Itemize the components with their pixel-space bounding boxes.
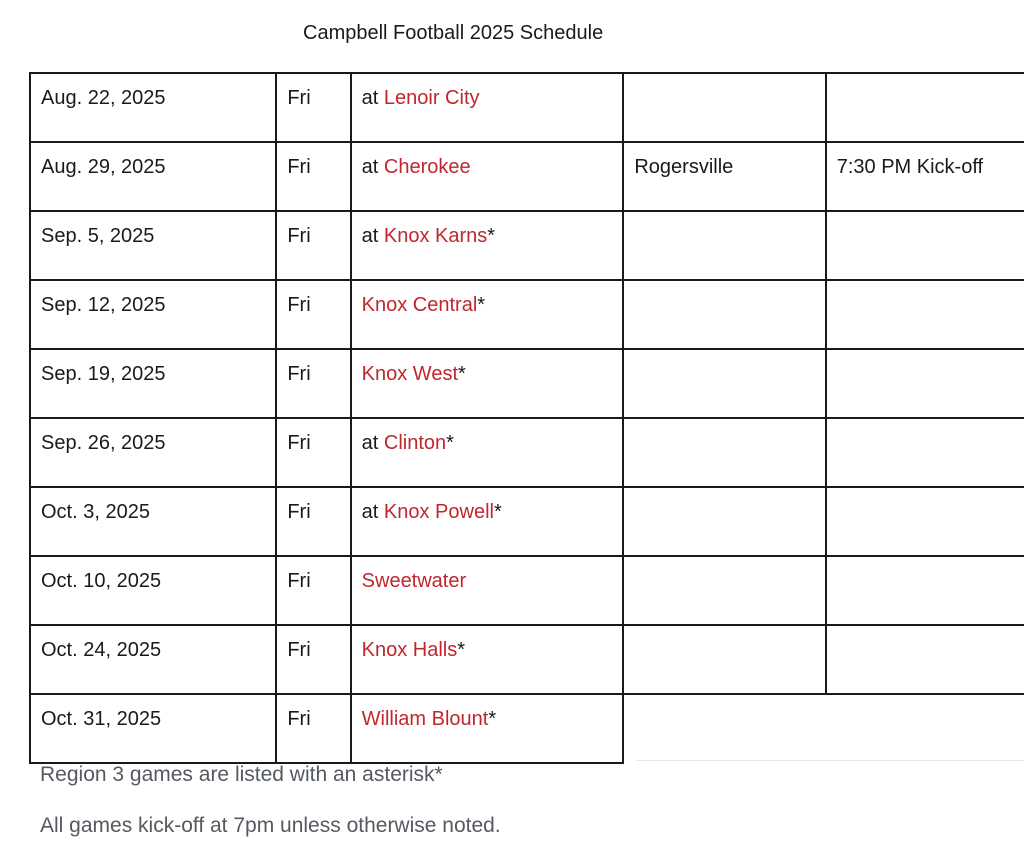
game-location — [623, 418, 825, 487]
game-location — [623, 556, 825, 625]
game-opponent-cell — [351, 556, 624, 625]
opponent-link[interactable]: Knox West — [361, 363, 458, 385]
region-asterisk: * — [446, 432, 454, 454]
region-asterisk: * — [488, 708, 497, 730]
game-day: Fri — [276, 73, 350, 142]
game-day: Fri — [276, 556, 350, 625]
game-date: Aug. 29, 2025 — [30, 142, 276, 211]
schedule-table — [29, 72, 1024, 764]
game-time — [826, 73, 1024, 142]
game-day: Fri — [276, 280, 350, 349]
table-row — [30, 349, 1024, 418]
game-date: Sep. 5, 2025 — [30, 211, 276, 280]
table-row — [30, 487, 1024, 556]
opponent-link[interactable]: Clinton — [383, 432, 447, 454]
opponent-link[interactable]: Sweetwater — [361, 570, 467, 592]
away-prefix: at — [361, 156, 384, 178]
game-location — [623, 349, 825, 418]
game-day: Fri — [276, 211, 350, 280]
game-date: Oct. 10, 2025 — [30, 556, 276, 625]
game-time — [826, 625, 1024, 694]
game-location: Rogersville — [623, 142, 825, 211]
table-row — [30, 694, 1024, 763]
game-opponent-cell — [351, 487, 624, 556]
game-day: Fri — [276, 418, 350, 487]
game-location — [623, 694, 825, 763]
game-time: 7:30 PM Kick-off — [826, 142, 1024, 211]
game-date: Oct. 24, 2025 — [30, 625, 276, 694]
opponent-link[interactable]: William Blount — [361, 708, 489, 730]
table-row — [30, 556, 1024, 625]
game-day: Fri — [276, 349, 350, 418]
divider — [636, 760, 1024, 761]
game-day: Fri — [276, 694, 350, 763]
game-opponent-cell — [351, 349, 624, 418]
table-row — [30, 142, 1024, 211]
table-row — [30, 418, 1024, 487]
table-row — [30, 211, 1024, 280]
page-title: Campbell Football 2025 Schedule — [303, 22, 604, 44]
game-location — [623, 487, 825, 556]
away-prefix: at — [361, 432, 384, 454]
opponent-link[interactable]: Knox Powell — [383, 501, 494, 523]
opponent-link[interactable]: Knox Halls — [361, 639, 458, 661]
game-opponent-cell — [351, 211, 624, 280]
region-asterisk: * — [477, 294, 486, 316]
away-prefix: at — [361, 87, 384, 109]
game-location — [623, 625, 825, 694]
game-day: Fri — [276, 487, 350, 556]
game-day: Fri — [276, 142, 350, 211]
game-date: Sep. 19, 2025 — [30, 349, 276, 418]
game-time — [826, 211, 1024, 280]
opponent-link[interactable]: Knox Central — [361, 294, 478, 316]
table-row — [30, 73, 1024, 142]
game-date: Oct. 31, 2025 — [30, 694, 276, 763]
game-opponent-cell — [351, 73, 624, 142]
region-asterisk: * — [458, 363, 466, 385]
opponent-link[interactable]: Cherokee — [383, 156, 471, 178]
game-time — [826, 280, 1024, 349]
game-time — [826, 487, 1024, 556]
game-time — [826, 418, 1024, 487]
game-date: Oct. 3, 2025 — [30, 487, 276, 556]
game-opponent-cell — [351, 418, 624, 487]
away-prefix: at — [361, 501, 384, 523]
game-location — [623, 211, 825, 280]
game-location — [623, 73, 825, 142]
region-asterisk: * — [457, 639, 466, 661]
game-opponent-cell — [351, 694, 624, 763]
table-row — [30, 625, 1024, 694]
game-location — [623, 280, 825, 349]
schedule-body — [30, 73, 1024, 763]
game-time — [826, 556, 1024, 625]
game-day: Fri — [276, 625, 350, 694]
game-date: Sep. 26, 2025 — [30, 418, 276, 487]
game-time — [826, 349, 1024, 418]
game-date: Aug. 22, 2025 — [30, 73, 276, 142]
region-note: Region 3 games are listed with an asterisk* — [40, 763, 443, 786]
opponent-link[interactable]: Knox Karns — [383, 225, 488, 247]
game-opponent-cell — [351, 625, 624, 694]
game-opponent-cell — [351, 280, 624, 349]
region-asterisk: * — [493, 501, 502, 523]
game-time — [826, 694, 1024, 763]
opponent-link[interactable]: Lenoir City — [383, 87, 480, 109]
kickoff-note: All games kick-off at 7pm unless otherwise noted. — [40, 814, 501, 837]
region-asterisk: * — [487, 225, 496, 247]
game-opponent-cell — [351, 142, 624, 211]
away-prefix: at — [361, 225, 384, 247]
game-date: Sep. 12, 2025 — [30, 280, 276, 349]
table-row — [30, 280, 1024, 349]
